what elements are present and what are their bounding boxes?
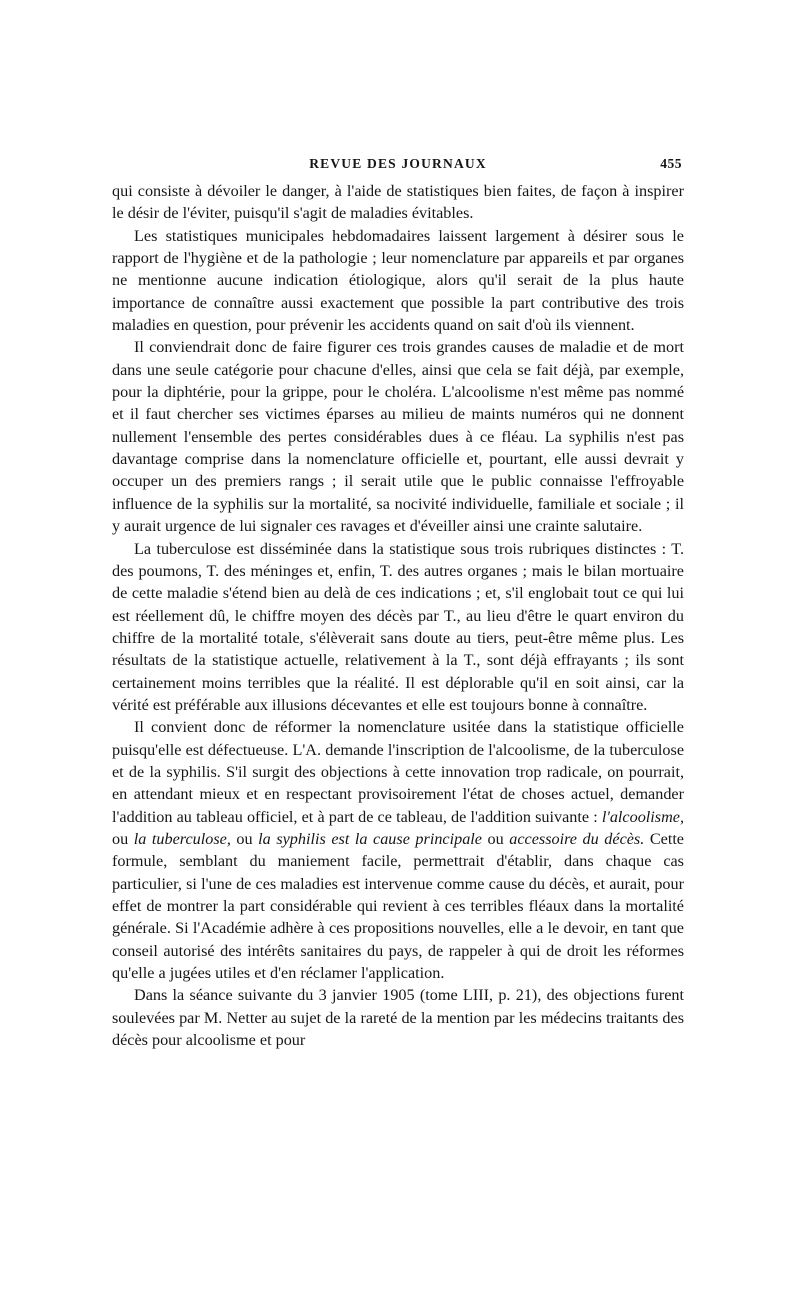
paragraph — [112, 538, 684, 717]
book-page — [112, 150, 684, 1051]
text-run: Dans la séance suivante du 3 janvier 1905 (tome LIII, p. 21), des objections furent soulevées par M. Netter au sujet de la rareté de la mention par les médecins traitants des décès pour alcoolisme et pour — [112, 986, 684, 1050]
italic-text-run: la tuberculose, — [133, 829, 231, 848]
italic-text-run: l'alcoolisme, — [601, 807, 684, 826]
paragraph — [112, 225, 684, 337]
paragraph — [112, 336, 684, 537]
text-run: La tuberculose est disséminée dans la statistique sous trois rubriques distinctes : T. des poumons, T. des méninges et, enfin, T. des autres organes ; mais le bilan mortuaire de cette maladie s'étend bien au delà de ces indications ; et, s'il englobait tout ce qui lui est réellement dû, le chiffre moyen des décès par T., au lieu d'être le quart environ du chiffre de la mortalité totale, s'élèverait sans doute au tiers, peut-être même plus. Les résultats de la statistique actuelle, relativement à la T., sont déjà effrayants ; ils sont certainement moins terribles que la réalité. Il est déplorable qu'il en soit ainsi, car la vérité est préférable aux illusions décevantes et elle est toujours bonne à connaître. — [112, 539, 684, 714]
text-run: Cette formule, semblant du maniement facile, permettrait d'établir, dans chaque cas particulier, si l'une de ces maladies est intervenue comme cause du décès, et aurait, pour effet de montrer la part considérable qui revient à ces terribles fléaux dans la mortalité générale. Si l'Académie adhère à ces propositions nouvelles, elle a le devoir, en tant que conseil autorisé des intérêts sanitaires du pays, de rappeler à qui de droit les réformes qu'elle a jugées utiles et d'en réclamer l'application. — [112, 829, 684, 983]
paragraph — [112, 716, 684, 984]
running-title: REVUE DES JOURNAUX — [309, 156, 487, 171]
text-run: Les statistiques municipales hebdomadaires laissent largement à désirer sous le rapport de l'hygiène et de la pathologie ; leur nomenclature par appareils et par organes ne mentionne aucune indication étiologique, alors qu'il serait de la plus haute importance de connaître aussi exactement que possible la part contributive des trois maladies en question, pour prévenir les accidents quand on sait d'où ils viennent. — [112, 226, 684, 335]
italic-text-run: accessoire du décès. — [509, 829, 645, 848]
italic-text-run: la syphilis est la cause principale — [258, 829, 482, 848]
paragraph — [112, 984, 684, 1051]
text-run: Il convient donc de réformer la nomenclature usitée dans la statistique officielle puisqu'elle est défectueuse. L'A. demande l'inscription de l'alcoolisme, de la tuberculose et de la syphilis. S'il surgit des objections à cette innovation trop radicale, on pourrait, en attendant mieux et en respectant provisoirement l'état de choses actuel, demander l'addition au tableau officiel, et à part de ce tableau, de l'addition suivante : — [112, 718, 684, 826]
text-run: ou — [112, 829, 134, 848]
paragraph — [112, 180, 684, 225]
text-run: Il conviendrait donc de faire figurer ces trois grandes causes de maladie et de mort dans une seule catégorie pour chacune d'elles, ainsi que cela se fait déjà, par exemple, pour la diphtérie, pour la grippe, pour le choléra. L'alcoolisme n'est même pas nommé et il faut chercher ses victimes éparses au milieu de maints numéros qui ne donnent nullement l'ensemble des pertes considérables dues à ce fléau. La syphilis n'est pas davantage comprise dans la nomenclature officielle et, pourtant, elle aussi devrait y occuper un des premiers rangs ; il serait utile que le public connaisse l'effroyable influence de la syphilis sur la mortalité, sa nocivité individuelle, familiale et sociale ; il y aurait urgence de lui signaler ces ravages et d'éveiller ainsi une crainte salutaire. — [112, 338, 684, 536]
body-text — [112, 180, 684, 1051]
text-run: qui consiste à dévoiler le danger, à l'aide de statistiques bien faites, de façon à inspirer le désir de l'éviter, puisqu'il s'agit de maladies évitables. — [112, 182, 684, 223]
text-run: ou — [230, 829, 259, 848]
text-run: ou — [481, 829, 510, 848]
page-number: 455 — [660, 156, 682, 171]
running-header — [112, 150, 684, 180]
